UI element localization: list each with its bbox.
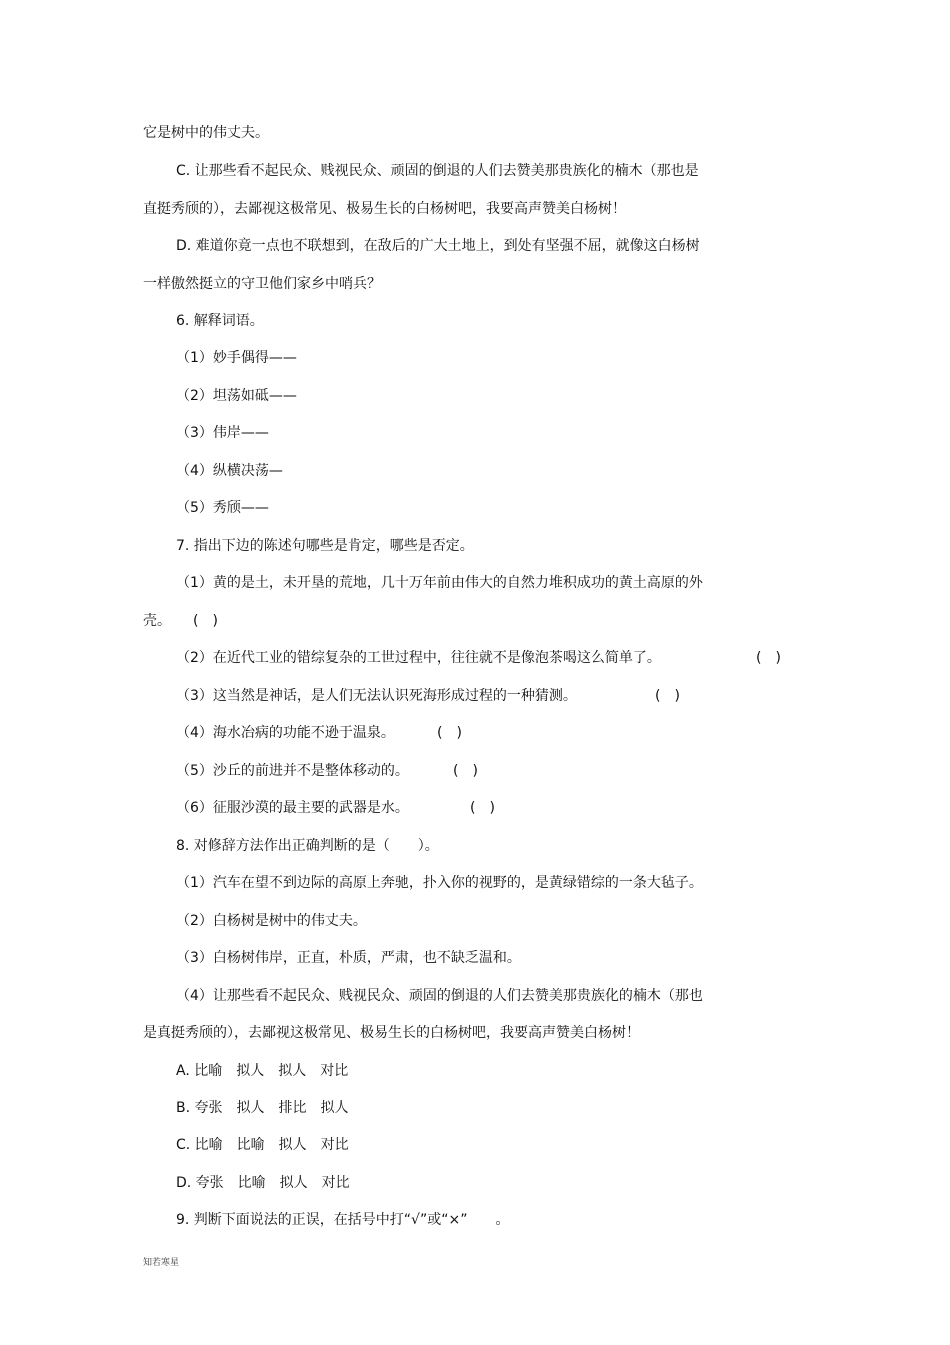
option-d-line: D. 难道你竟一点也不联想到，在敌后的广大土地上，到处有坚强不屈，就像这白杨树 [176,238,700,254]
choice-c: C. 比喻 比喻 拟人 对比 [176,1137,349,1153]
text-line: 一样傲然挺立的守卫他们家乡中哨兵？ [143,276,381,292]
text-line: 壳。 [143,613,171,629]
question-7-item: （4）海水冶病的功能不逊于温泉。 [176,725,395,741]
question-8-item: （4）让那些看不起民众、贱视民众、顽固的倒退的人们去赞美那贵族化的楠木（那也 [176,988,703,1004]
answer-bracket[interactable]: ( ) [756,650,781,666]
question-7-heading: 7. 指出下边的陈述句哪些是肯定，哪些是否定。 [176,538,474,554]
question-8-item: （1）汽车在望不到边际的高原上奔驰，扑入你的视野的，是黄绿错综的一条大毡子。 [176,875,703,891]
option-c-line: C. 让那些看不起民众、贱视民众、顽固的倒退的人们去赞美那贵族化的楠木（那也是 [176,163,699,179]
question-6-item: （2）坦荡如砥—— [176,388,297,404]
text-line: 是真挺秀颀的），去鄙视这极常见、极易生长的白杨树吧，我要高声赞美白杨树！ [143,1025,640,1041]
question-8-item: （3）白杨树伟岸，正直，朴质，严肃，也不缺乏温和。 [176,950,521,966]
choice-d: D. 夸张 比喻 拟人 对比 [176,1175,350,1191]
question-9-heading: 9. 判断下面说法的正误，在括号中打“√”或“×” 。 [176,1212,510,1228]
question-6-heading: 6. 解释词语。 [176,313,264,329]
question-7-item: （6）征服沙漠的最主要的武器是水。 [176,800,409,816]
text-line: 直挺秀颀的），去鄙视这极常见、极易生长的白杨树吧，我要高声赞美白杨树！ [143,201,626,217]
question-8-heading: 8. 对修辞方法作出正确判断的是（ ）。 [176,838,439,854]
question-6-item: （4）纵横决荡— [176,463,283,479]
question-7-item: （3）这当然是神话，是人们无法认识死海形成过程的一种猜测。 [176,688,577,704]
choice-a: A. 比喻 拟人 拟人 对比 [176,1063,349,1079]
question-6-item: （5）秀颀—— [176,500,269,516]
question-6-item: （3）伟岸—— [176,425,269,441]
question-7-item: （1）黄的是土，未开垦的荒地，几十万年前由伟大的自然力堆积成功的黄土高原的外 [176,575,703,591]
answer-bracket[interactable]: ( ) [470,800,495,816]
question-7-item: （5）沙丘的前进并不是整体移动的。 [176,763,409,779]
answer-bracket[interactable]: ( ) [655,688,680,704]
question-8-item: （2）白杨树是树中的伟丈夫。 [176,913,367,929]
question-6-item: （1）妙手偶得—— [176,350,297,366]
question-7-item: （2）在近代工业的错综复杂的工世过程中，往往就不是像泡茶喝这么简单了。 [176,650,661,666]
footer-text: 知若寒星 [143,1258,180,1268]
choice-b: B. 夸张 拟人 排比 拟人 [176,1100,349,1116]
text-line: 它是树中的伟丈夫。 [143,125,269,141]
answer-bracket[interactable]: ( ) [193,613,218,629]
answer-bracket[interactable]: ( ) [453,763,478,779]
answer-bracket[interactable]: ( ) [437,725,462,741]
